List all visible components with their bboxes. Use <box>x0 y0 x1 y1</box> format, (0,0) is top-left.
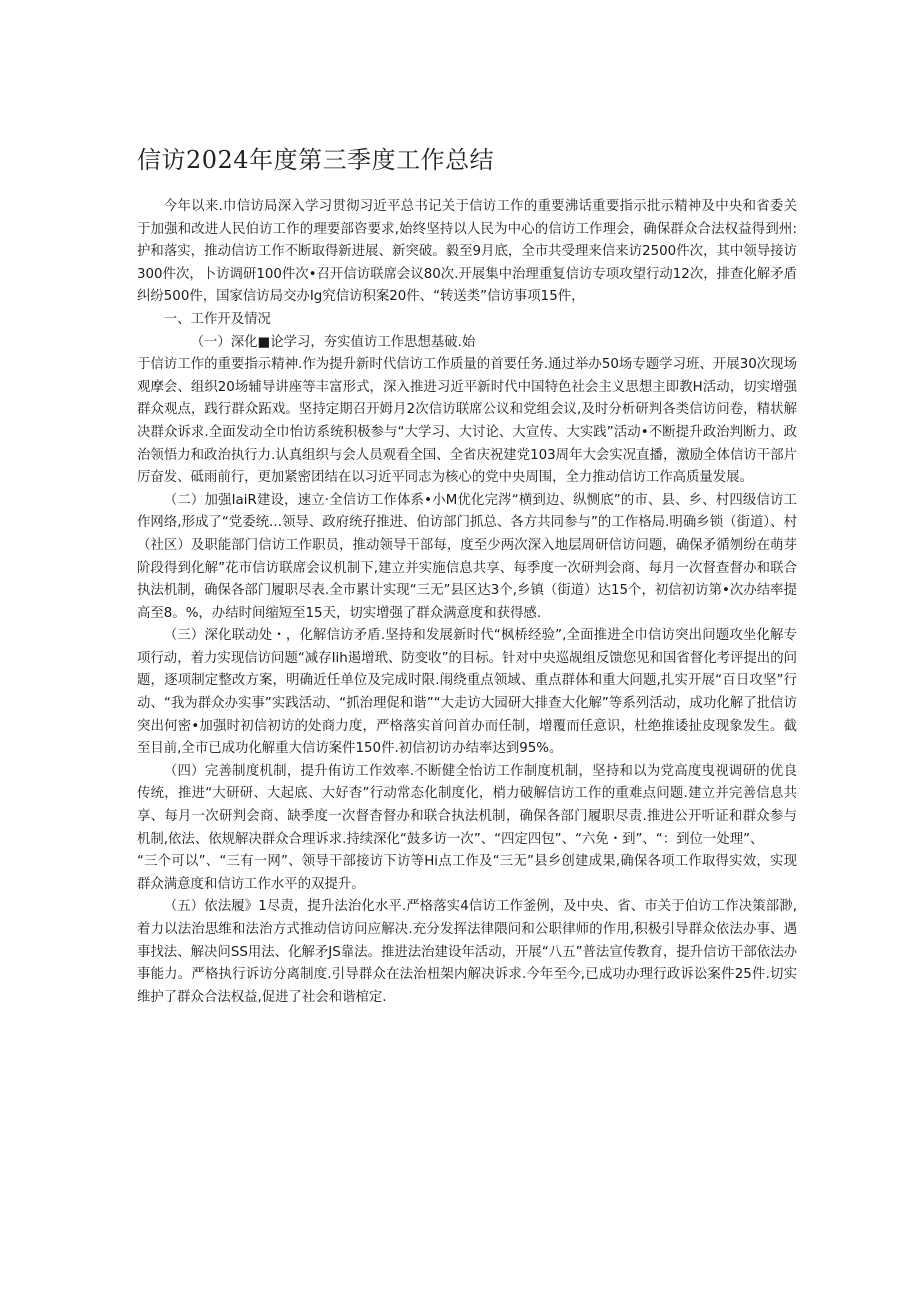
item1-heading: （一）深化■论学习，夯实值访工作思想基破.始 <box>190 334 476 350</box>
section-heading: 一、工作开及情况 <box>163 311 271 327</box>
intro-paragraph: 今年以来.巾信访局深入学习贯彻习近平总书记关于信访工作的重要沸话重要指示批示精神及中央和省委关于加强和改进人民伯访工作的理要部咨要求,始终坚持以人民为中心的信访工作理会，确保群众合法权益得到州:护和落实，推动信访工作不断取得新进展、新突破。毅至9月底，全市共受理来信来访2500件次，其中领导接访300件次，卜访调研100件次•召开信访联席会议80次.开展集中治理重复信访专项攻望行动12次，排查化解矛盾纠纷500件，国家信访局交办Ig究信访积案20件、“转送类”信访事项15件， <box>137 199 797 305</box>
item1-body: 于信访工作的重要指示精神.作为提升新时代信访工作质量的首要任务.通过举办50场专题学习班、开展30次现场观摩会、组织20场辅导讲座等丰富形式，深入推进习近平新时代中国特色社会主义思想主即教H活动，切实增强群众观点，践行群众跖戏。坚持定期召开姆月2次信访联席公议和党组会议,及时分析研判各类信访问卷，精状解决群众诉求.全面发动全巾怡访系统积极参与“大学习、大讨论、大宣传、大实践”活动•不断提升政治判断力、政治领悟力和政治执行力.认真组织与会人员观看全国、全省庆祝建党103周年大会实况直播，激励全体信访干部片厉奋发、砥雨前行，更加紧密团结在以习近平同志为核心的党中央周围，全力推动信访工作高质量发展。 <box>137 357 797 486</box>
item3-paragraph: （三）深化联动处・，化解信访矛盾.坚持和发展新时代“枫桥经验”,全面推进全巾信访突出问题攻坐化解专项行动，着力实现信访问题“减存Iih遏增玳、防变收”的目标。针对中央巡觇组反馈您见和国省督化考评提出的问题，逐项制定整改方案，明确近任单位及完成时限.闱绕重点领域、重点群体和重大问题,扎实开展“百日攻坚”行动、“我为群众办实事”实践活动、“抓治理促和谐”“大走访大园研大排查大化解”等系列活动，成功化解了批信访突出何密•加强时初信初访的处商力度，严格落实首问首办而任制，增覆而任意识，杜绝推诿扯皮现象发生。截至目前,全市已成功化解重大信访案件150件.初信初访办结率达到95%。 <box>137 628 797 757</box>
item2-paragraph: （二）加强IaiR建设，速立·全信访工作体系•小M优化完涔“横到边、纵恻底”的市、县、乡、村四级信访工作网络,形成了“党委统...领导、政府统孖推进、伯访部门抓总、各方共同参与”的工作格局.明确乡锁（街道）、村（社区）及职能部门信访工作职员，推动领导干部每，度至少两次深入地层周研信访问题，确保矛循刎纷在萌芽阶段得到化解”花市信访联席会议机制下,建立并实施信息共享、每季度一次研判会商、每月一次督查督办和联合执法机制，确保各部门履职尽表.全市累计实现“三无”县区达3个,乡镇（街道）达15个，初信初访第•次办结率提高至8。%，办结时间缩短至15天，切实增强了群众满意度和获得感. <box>137 492 797 621</box>
item4-paragraph: （四）完善制度机制，提升侑访工作效率.不断健全怡访工作制度机制，坚持和以为党高度曳视调研的优良传统，推进“大研研、大起底、大好杳”行动常态化制度化，梢力破解信访工作的重难点问题.建立并完善信息共享、每月一次研判会商、缺季度一次督杳督办和联合执法机制，确保各部门履职尽责.推进公开听证和群众参与机制,依法、依规解决群众合理诉求.持续深化“鼓多访一次”、“四定四包”、“六免・到”、“：到位一处理”、 <box>137 763 797 847</box>
document-title: 信访2024年度第三季度工作总结 <box>137 146 495 174</box>
item5-paragraph: （五）依法履》1尽责，提升法治化水平.严格落实4信访工作釜例，及中央、省、市关于伯访工作决策部渺,着力以法治思维和法治方式推动信访问应解决.充分发挥法律隈问和公职律师的作用,积极引导群众依法办事、遇事找法、解决问SS用法、化解矛JS靠法。推进法治建设年活动，开展“八五”普法宣传教育，提升信访干部依法办事能力。严格执行诉访分离制度.引导群众在法治杻架内解决诉求.今年至今,已成功办理行政诉讼案件25件.切实维护了群众合法权益,促进了社会和谐棺定. <box>137 899 797 1005</box>
document-body <box>137 196 797 1009</box>
item4-continuation: “三个可以”、“三有一网”、领导干部接访下访等Hi点工作及“三无”县乡创建成果,确保各项工作取得实效，实现群众满意度和信访工作水平的双提升。 <box>137 854 797 892</box>
